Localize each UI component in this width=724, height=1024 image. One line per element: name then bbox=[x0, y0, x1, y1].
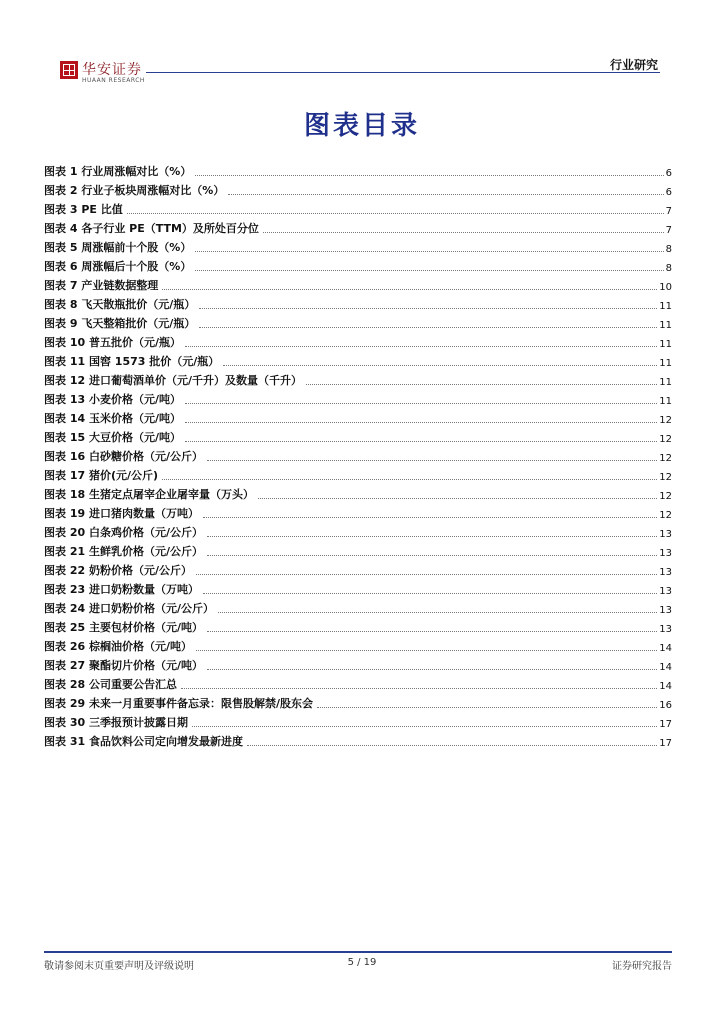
toc-leader-dots bbox=[317, 706, 657, 708]
toc-entry-label[interactable]: 图表 2 行业子板块周涨幅对比（%） bbox=[44, 184, 225, 197]
toc-entry-label[interactable]: 图表 27 聚酯切片价格（元/吨） bbox=[44, 659, 203, 672]
toc-entry[interactable] bbox=[44, 616, 672, 635]
toc-entry-label[interactable]: 图表 16 白砂糖价格（元/公斤） bbox=[44, 450, 203, 463]
toc-entry-label[interactable]: 图表 7 产业链数据整理 bbox=[44, 279, 159, 292]
toc-leader-dots bbox=[185, 421, 657, 423]
toc-entry[interactable] bbox=[44, 274, 672, 293]
huaan-logo-icon bbox=[60, 61, 78, 79]
toc-entry-page[interactable]: 6 bbox=[665, 168, 672, 179]
toc-entry[interactable] bbox=[44, 654, 672, 673]
header-divider bbox=[146, 72, 660, 73]
toc-entry[interactable] bbox=[44, 521, 672, 540]
toc-leader-dots bbox=[306, 383, 657, 385]
toc-entry[interactable] bbox=[44, 388, 672, 407]
toc-leader-dots bbox=[203, 592, 657, 594]
toc-entry-label[interactable]: 图表 6 周涨幅后十个股（%） bbox=[44, 260, 192, 273]
toc-entry-label[interactable]: 图表 19 进口猪肉数量（万吨） bbox=[44, 507, 199, 520]
toc-leader-dots bbox=[195, 269, 663, 271]
toc-entry-label[interactable]: 图表 10 普五批价（元/瓶） bbox=[44, 336, 181, 349]
toc-entry-page[interactable]: 12 bbox=[659, 472, 672, 483]
toc-entry-label[interactable]: 图表 14 玉米价格（元/吨） bbox=[44, 412, 181, 425]
toc-entry-label[interactable]: 图表 12 进口葡萄酒单价（元/千升）及数量（千升） bbox=[44, 374, 302, 387]
toc-leader-dots bbox=[207, 630, 657, 632]
toc-entry[interactable] bbox=[44, 730, 672, 749]
toc-entry-label[interactable]: 图表 28 公司重要公告汇总 bbox=[44, 678, 177, 691]
toc-entry[interactable] bbox=[44, 179, 672, 198]
toc-leader-dots bbox=[199, 307, 657, 309]
toc-entry-label[interactable]: 图表 22 奶粉价格（元/公斤） bbox=[44, 564, 192, 577]
toc-leader-dots bbox=[223, 364, 657, 366]
toc-leader-dots bbox=[199, 326, 657, 328]
toc-leader-dots bbox=[207, 668, 657, 670]
toc-leader-dots bbox=[127, 212, 664, 214]
toc-entry[interactable] bbox=[44, 293, 672, 312]
toc-leader-dots bbox=[263, 231, 664, 233]
toc-entry-page[interactable]: 12 bbox=[659, 491, 672, 502]
toc-entry[interactable] bbox=[44, 597, 672, 616]
toc-leader-dots bbox=[185, 402, 657, 404]
toc-entry-page[interactable]: 11 bbox=[659, 358, 672, 369]
table-of-figures bbox=[44, 160, 672, 749]
toc-entry-label[interactable]: 图表 8 飞天散瓶批价（元/瓶） bbox=[44, 298, 196, 311]
toc-entry-label[interactable]: 图表 31 食品饮料公司定向增发最新进度 bbox=[44, 735, 243, 748]
footer-report-type: 证券研究报告 bbox=[612, 961, 672, 972]
toc-leader-dots bbox=[228, 193, 663, 195]
toc-entry[interactable] bbox=[44, 160, 672, 179]
toc-entry-page[interactable]: 11 bbox=[659, 377, 672, 388]
toc-entry[interactable] bbox=[44, 312, 672, 331]
toc-leader-dots bbox=[192, 725, 657, 727]
toc-entry-label[interactable]: 图表 30 三季报预计披露日期 bbox=[44, 716, 188, 729]
toc-leader-dots bbox=[207, 554, 657, 556]
toc-leader-dots bbox=[162, 478, 657, 480]
toc-entry-label[interactable]: 图表 3 PE 比值 bbox=[44, 203, 123, 216]
toc-entry-label[interactable]: 图表 11 国窖 1573 批价（元/瓶） bbox=[44, 355, 220, 368]
toc-leader-dots bbox=[196, 573, 657, 575]
toc-entry-page[interactable]: 11 bbox=[659, 396, 672, 407]
brand-subtitle: HUAAN RESEARCH bbox=[82, 77, 145, 84]
toc-entry[interactable] bbox=[44, 635, 672, 654]
toc-entry-page[interactable]: 13 bbox=[659, 605, 672, 616]
toc-entry[interactable] bbox=[44, 426, 672, 445]
toc-entry[interactable] bbox=[44, 673, 672, 692]
toc-entry-page[interactable]: 16 bbox=[659, 700, 672, 711]
toc-entry-label[interactable]: 图表 1 行业周涨幅对比（%） bbox=[44, 165, 192, 178]
page-header bbox=[0, 0, 724, 100]
toc-leader-dots bbox=[162, 288, 657, 290]
page-number: 5 / 19 bbox=[347, 957, 377, 968]
page-title: 图表目录 bbox=[303, 111, 420, 141]
toc-entry-label[interactable]: 图表 18 生猪定点屠宰企业屠宰量（万头） bbox=[44, 488, 254, 501]
toc-entry[interactable] bbox=[44, 369, 672, 388]
toc-entry-page[interactable]: 10 bbox=[659, 282, 672, 293]
toc-leader-dots bbox=[181, 687, 657, 689]
toc-entry-page[interactable]: 14 bbox=[659, 643, 672, 654]
toc-leader-dots bbox=[207, 535, 657, 537]
footer-divider bbox=[44, 951, 672, 953]
toc-entry-page[interactable]: 11 bbox=[659, 320, 672, 331]
toc-entry-page[interactable]: 6 bbox=[665, 187, 672, 198]
toc-entry-page[interactable]: 7 bbox=[665, 206, 672, 217]
toc-entry[interactable] bbox=[44, 692, 672, 711]
toc-entry[interactable] bbox=[44, 711, 672, 730]
brand-name: 华安证券 bbox=[82, 62, 142, 78]
toc-entry-page[interactable]: 12 bbox=[659, 434, 672, 445]
toc-entry[interactable] bbox=[44, 483, 672, 502]
toc-entry-page[interactable]: 8 bbox=[665, 244, 672, 255]
toc-entry-page[interactable]: 13 bbox=[659, 586, 672, 597]
toc-leader-dots bbox=[218, 611, 657, 613]
toc-leader-dots bbox=[195, 174, 663, 176]
toc-entry-label[interactable]: 图表 13 小麦价格（元/吨） bbox=[44, 393, 181, 406]
toc-entry-label[interactable]: 图表 29 未来一月重要事件备忘录：限售股解禁/股东会 bbox=[44, 697, 313, 710]
toc-leader-dots bbox=[258, 497, 657, 499]
toc-leader-dots bbox=[196, 649, 657, 651]
toc-entry-page[interactable]: 12 bbox=[659, 415, 672, 426]
toc-entry-page[interactable]: 14 bbox=[659, 662, 672, 673]
toc-entry[interactable] bbox=[44, 198, 672, 217]
toc-entry-label[interactable]: 图表 24 进口奶粉价格（元/公斤） bbox=[44, 602, 214, 615]
toc-entry-page[interactable]: 13 bbox=[659, 529, 672, 540]
toc-leader-dots bbox=[185, 345, 657, 347]
section-label: 行业研究 bbox=[609, 58, 658, 72]
toc-entry-label[interactable]: 图表 20 白条鸡价格（元/公斤） bbox=[44, 526, 203, 539]
toc-leader-dots bbox=[185, 440, 657, 442]
toc-entry[interactable] bbox=[44, 445, 672, 464]
footer-disclaimer: 敬请参阅末页重要声明及评级说明 bbox=[44, 961, 194, 972]
toc-entry-label[interactable]: 图表 9 飞天整箱批价（元/瓶） bbox=[44, 317, 196, 330]
toc-entry[interactable] bbox=[44, 217, 672, 236]
toc-entry-page[interactable]: 12 bbox=[659, 453, 672, 464]
toc-entry[interactable] bbox=[44, 559, 672, 578]
toc-entry-page[interactable]: 17 bbox=[659, 738, 672, 749]
toc-entry-label[interactable]: 图表 17 猪价(元/公斤) bbox=[44, 469, 159, 482]
toc-entry-page[interactable]: 14 bbox=[659, 681, 672, 692]
toc-entry-label[interactable]: 图表 15 大豆价格（元/吨） bbox=[44, 431, 181, 444]
toc-entry-page[interactable]: 13 bbox=[659, 567, 672, 578]
toc-leader-dots bbox=[203, 516, 657, 518]
toc-entry-page[interactable]: 8 bbox=[665, 263, 672, 274]
toc-entry[interactable] bbox=[44, 502, 672, 521]
toc-entry[interactable] bbox=[44, 540, 672, 559]
toc-entry-page[interactable]: 11 bbox=[659, 339, 672, 350]
toc-entry[interactable] bbox=[44, 578, 672, 597]
toc-leader-dots bbox=[247, 744, 657, 746]
toc-entry-page[interactable]: 17 bbox=[659, 719, 672, 730]
toc-entry-label[interactable]: 图表 26 棕榈油价格（元/吨） bbox=[44, 640, 192, 653]
toc-entry[interactable] bbox=[44, 464, 672, 483]
toc-entry-page[interactable]: 11 bbox=[659, 301, 672, 312]
toc-leader-dots bbox=[207, 459, 657, 461]
toc-entry-label[interactable]: 图表 23 进口奶粉数量（万吨） bbox=[44, 583, 199, 596]
toc-entry-label[interactable]: 图表 5 周涨幅前十个股（%） bbox=[44, 241, 192, 254]
toc-leader-dots bbox=[195, 250, 663, 252]
toc-entry-label[interactable]: 图表 25 主要包材价格（元/吨） bbox=[44, 621, 203, 634]
toc-entry[interactable] bbox=[44, 236, 672, 255]
toc-entry-label[interactable]: 图表 4 各子行业 PE（TTM）及所处百分位 bbox=[44, 222, 259, 235]
toc-entry-page[interactable]: 13 bbox=[659, 548, 672, 559]
toc-entry-page[interactable]: 12 bbox=[659, 510, 672, 521]
toc-entry[interactable] bbox=[44, 255, 672, 274]
toc-entry[interactable] bbox=[44, 407, 672, 426]
toc-entry-page[interactable]: 13 bbox=[659, 624, 672, 635]
toc-entry-label[interactable]: 图表 21 生鲜乳价格（元/公斤） bbox=[44, 545, 203, 558]
toc-entry-page[interactable]: 7 bbox=[665, 225, 672, 236]
toc-entry[interactable] bbox=[44, 350, 672, 369]
toc-entry[interactable] bbox=[44, 331, 672, 350]
